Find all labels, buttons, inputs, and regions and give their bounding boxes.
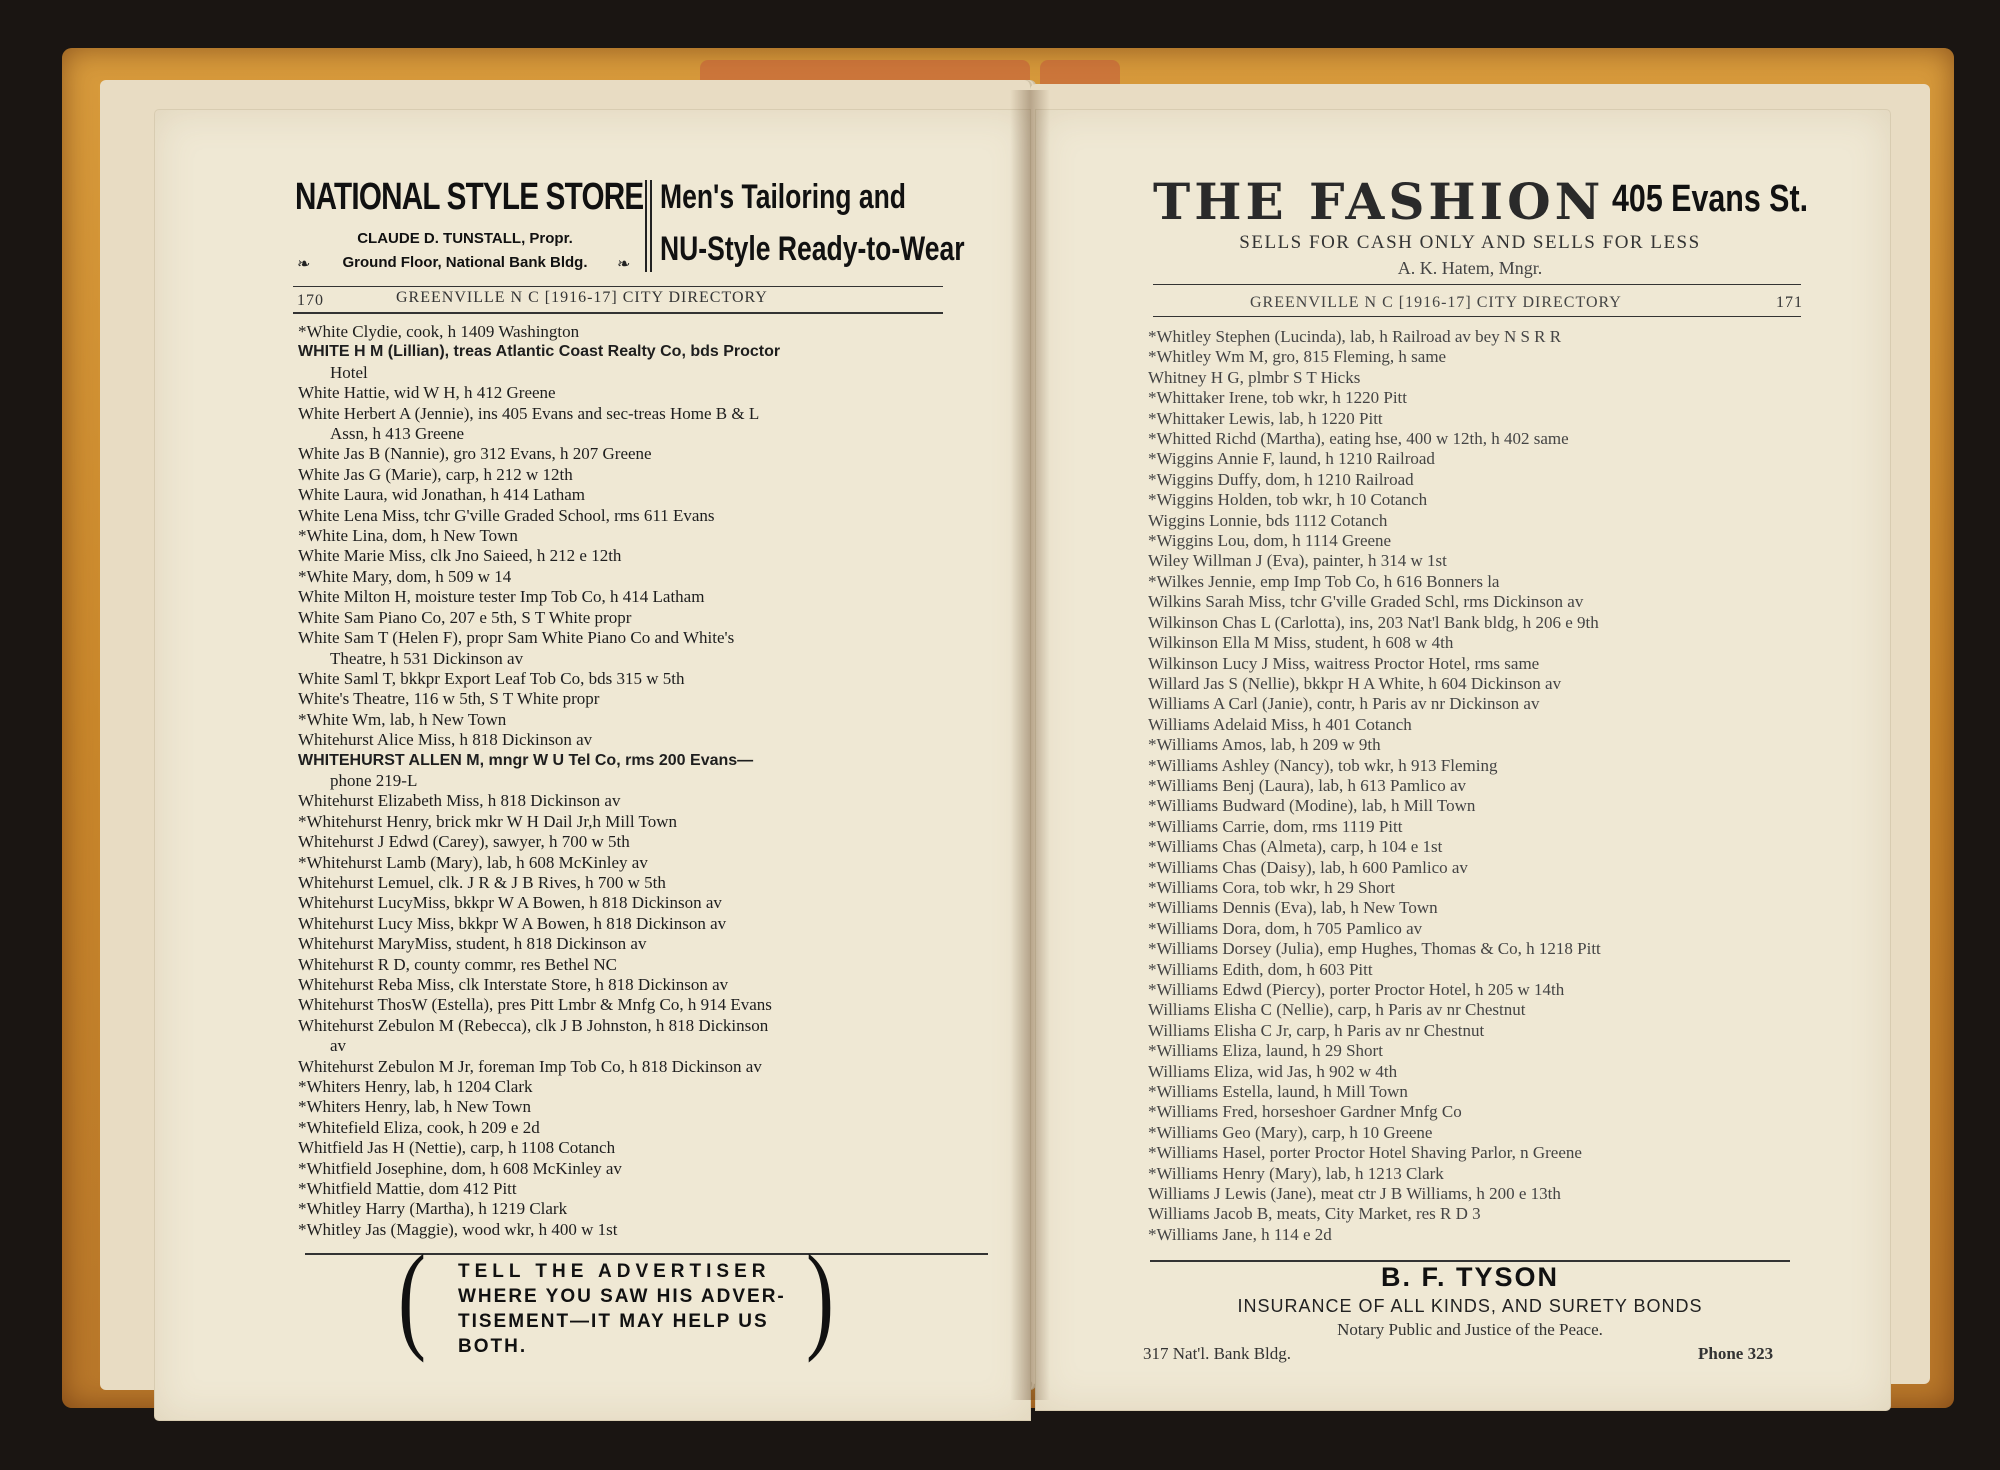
directory-entry: *Williams Edith, dom, h 603 Pitt — [1148, 959, 1373, 979]
ad-divider — [650, 180, 652, 272]
directory-entry: White Jas G (Marie), carp, h 212 w 12th — [298, 464, 573, 484]
directory-entry: Wilkins Sarah Miss, tchr G'ville Graded Schl, rms Dickinson av — [1148, 592, 1584, 612]
leaf-ornament-left: ❧ — [297, 256, 311, 273]
directory-entry: White Milton H, moisture tester Imp Tob Co, h 414 Latham — [298, 587, 705, 607]
header-rule-right — [1153, 316, 1801, 317]
the-fashion-name: THE FASHION — [1153, 172, 1605, 231]
tyson-address: 317 Nat'l. Bank Bldg. — [1143, 1344, 1292, 1363]
tell-line-2: WHERE YOU SAW HIS ADVER- — [458, 1286, 786, 1307]
directory-entry: White's Theatre, 116 w 5th, S T White propr — [298, 689, 600, 709]
directory-entry: WHITE H M (Lillian), treas Atlantic Coast Realty Co, bds Proctor — [298, 343, 781, 361]
directory-entry: *Wiggins Holden, tob wkr, h 10 Cotanch — [1148, 490, 1428, 510]
page-number-left: 170 — [297, 292, 324, 309]
directory-entry: Williams Eliza, wid Jas, h 902 w 4th — [1148, 1061, 1398, 1081]
directory-entry: Whitehurst R D, county commr, res Bethel NC — [298, 954, 617, 974]
directory-entry: Whitney H G, plmbr S T Hicks — [1148, 367, 1361, 387]
directory-listing-left — [298, 322, 780, 1240]
directory-entry: *Williams Dora, dom, h 705 Pamlico av — [1148, 918, 1423, 938]
directory-listing-right — [1148, 327, 1601, 1245]
tyson-services: INSURANCE OF ALL KINDS, AND SURETY BONDS — [1237, 1296, 1703, 1316]
directory-entry: Williams Adelaid Miss, h 401 Cotanch — [1148, 714, 1412, 734]
directory-entry: Whitehurst MaryMiss, student, h 818 Dickinson av — [298, 934, 647, 954]
directory-entry: *Williams Henry (Mary), lab, h 1213 Clark — [1148, 1163, 1444, 1183]
directory-entry: Whitehurst Lucy Miss, bkkpr W A Bowen, h 818 Dickinson av — [298, 913, 727, 933]
directory-entry: *Wiggins Lou, dom, h 1114 Greene — [1148, 531, 1392, 551]
directory-entry: White Hattie, wid W H, h 412 Greene — [298, 383, 556, 403]
directory-entry: *Williams Dennis (Eva), lab, h New Town — [1148, 898, 1438, 918]
directory-entry: *Williams Carrie, dom, rms 1119 Pitt — [1148, 816, 1403, 836]
directory-entry: Whitehurst LucyMiss, bkkpr W A Bowen, h 818 Dickinson av — [298, 893, 722, 913]
running-head-right: GREENVILLE N C [1916-17] CITY DIRECTORY — [1250, 294, 1622, 311]
directory-entry: Whitehurst Alice Miss, h 818 Dickinson av — [298, 730, 593, 750]
directory-entry: White Jas B (Nannie), gro 312 Evans, h 207 Greene — [298, 444, 652, 464]
directory-entry: Williams A Carl (Janie), contr, h Paris av nr Dickinson av — [1148, 694, 1540, 714]
tell-advertiser-notice — [397, 1230, 870, 1365]
open-paren: ( — [397, 1230, 426, 1363]
directory-entry: *Williams Ashley (Nancy), tob wkr, h 913 Fleming — [1148, 755, 1498, 775]
directory-entry: White Saml T, bkkpr Export Leaf Tob Co, bds 315 w 5th — [298, 668, 685, 688]
ad-divider — [645, 180, 647, 272]
store-location: Ground Floor, National Bank Bldg. — [342, 254, 588, 271]
directory-entry: Williams Elisha C (Nellie), carp, h Paris av nr Chestnut — [1148, 1000, 1526, 1020]
directory-entry: Assn, h 413 Greene — [330, 424, 465, 444]
the-fashion-address: 405 Evans St. — [1612, 178, 1809, 220]
directory-entry: *Williams Geo (Mary), carp, h 10 Greene — [1148, 1122, 1433, 1142]
directory-entry: White Sam T (Helen F), propr Sam White Piano Co and White's — [298, 628, 735, 648]
tailoring-line-2: NU-Style Ready-to-Wear — [660, 230, 965, 268]
directory-entry: *Whitley Jas (Maggie), wood wkr, h 400 w 1st — [298, 1219, 618, 1239]
directory-entry: *Whitehurst Lamb (Mary), lab, h 608 McKinley av — [298, 852, 648, 872]
directory-entry: *Whitfield Mattie, dom 412 Pitt — [298, 1179, 517, 1199]
tyson-name: B. F. TYSON — [1380, 1262, 1559, 1292]
directory-entry: White Laura, wid Jonathan, h 414 Latham — [298, 485, 586, 505]
directory-entry: *Williams Budward (Modine), lab, h Mill Town — [1148, 796, 1476, 816]
directory-entry: *White Mary, dom, h 509 w 14 — [298, 566, 512, 586]
directory-entry: *Williams Amos, lab, h 209 w 9th — [1148, 735, 1381, 755]
directory-entry: White Herbert A (Jennie), ins 405 Evans and sec-treas Home B & L — [298, 403, 760, 423]
directory-entry: Wilkinson Lucy J Miss, waitress Proctor Hotel, rms same — [1148, 653, 1540, 673]
header-rule-left — [293, 286, 943, 287]
directory-entry: *Williams Cora, tob wkr, h 29 Short — [1148, 877, 1396, 897]
tyson-phone: Phone 323 — [1698, 1344, 1774, 1363]
directory-entry: Hotel — [330, 362, 368, 382]
directory-entry: *Whitley Harry (Martha), h 1219 Clark — [298, 1199, 568, 1219]
directory-entry: *Whitehurst Henry, brick mkr W H Dail Jr,h Mill Town — [298, 811, 678, 831]
directory-entry: Theatre, h 531 Dickinson av — [330, 648, 524, 668]
tell-line-1: TELL THE ADVERTISER — [458, 1261, 771, 1282]
tailoring-line-1: Men's Tailoring and — [660, 178, 906, 216]
directory-entry: *Wilkes Jennie, emp Imp Tob Co, h 616 Bonners la — [1148, 571, 1500, 591]
directory-entry: *Williams Jane, h 114 e 2d — [1148, 1224, 1332, 1244]
directory-entry: Whitfield Jas H (Nettie), carp, h 1108 Cotanch — [298, 1138, 616, 1158]
directory-entry: *Williams Eliza, laund, h 29 Short — [1148, 1041, 1383, 1061]
directory-entry: *Wiggins Duffy, dom, h 1210 Railroad — [1148, 469, 1414, 489]
directory-entry: *Whittaker Irene, tob wkr, h 1220 Pitt — [1148, 388, 1407, 408]
tell-line-3: TISEMENT—IT MAY HELP US — [458, 1311, 769, 1332]
directory-entry: *Whitley Wm M, gro, 815 Fleming, h same — [1148, 347, 1447, 367]
directory-entry: Whitehurst Lemuel, clk. J R & J B Rives, h 700 w 5th — [298, 872, 666, 892]
directory-entry: Williams J Lewis (Jane), meat ctr J B Williams, h 200 e 13th — [1148, 1184, 1561, 1204]
directory-entry: Wilkinson Chas L (Carlotta), ins, 203 Nat'l Bank bldg, h 206 e 9th — [1148, 612, 1599, 632]
directory-entry: Wiley Willman J (Eva), painter, h 314 w 1st — [1148, 551, 1447, 571]
directory-entry: *Williams Edwd (Piercy), porter Proctor Hotel, h 205 w 14th — [1148, 980, 1565, 999]
directory-entry: *Whiters Henry, lab, h New Town — [298, 1097, 531, 1117]
proprietor: CLAUDE D. TUNSTALL, Propr. — [357, 230, 573, 247]
directory-entry: av — [330, 1036, 347, 1056]
header-rule-right — [1153, 284, 1801, 285]
directory-entry: *White Wm, lab, h New Town — [298, 709, 507, 729]
tyson-notary: Notary Public and Justice of the Peace. — [1337, 1320, 1603, 1339]
national-style-store-ad — [295, 176, 965, 281]
directory-entry: *Williams Estella, laund, h Mill Town — [1148, 1082, 1408, 1102]
page-number-right: 171 — [1776, 294, 1803, 311]
directory-entry: *Whiters Henry, lab, h 1204 Clark — [298, 1077, 533, 1097]
book-gutter — [1010, 90, 1050, 1400]
running-head-left: GREENVILLE N C [1916-17] CITY DIRECTORY — [396, 289, 768, 306]
directory-entry: White Sam Piano Co, 207 e 5th, S T White propr — [298, 607, 632, 627]
directory-entry: Whitehurst ThosW (Estella), pres Pitt Lmbr & Mnfg Co, h 914 Evans — [298, 995, 772, 1015]
directory-entry: *Williams Chas (Daisy), lab, h 600 Pamlico av — [1148, 857, 1468, 877]
directory-entry: Wiggins Lonnie, bds 1112 Cotanch — [1148, 510, 1388, 530]
directory-entry: *Williams Benj (Laura), lab, h 613 Pamlico av — [1148, 775, 1466, 795]
tell-text — [458, 1259, 828, 1359]
directory-entry: *Williams Dorsey (Julia), emp Hughes, Thomas & Co, h 1218 Pitt — [1148, 939, 1601, 959]
directory-entry: White Lena Miss, tchr G'ville Graded School, rms 611 Evans — [298, 505, 715, 525]
directory-entry: White Marie Miss, clk Jno Saieed, h 212 e 12th — [298, 546, 622, 566]
directory-entry: *White Lina, dom, h New Town — [298, 526, 518, 546]
directory-entry: *White Clydie, cook, h 1409 Washington — [298, 322, 580, 341]
directory-entry: phone 219-L — [330, 770, 418, 790]
leaf-ornament-right: ❧ — [617, 256, 631, 273]
directory-entry: Williams Jacob B, meats, City Market, res R D 3 — [1148, 1204, 1481, 1224]
directory-entry: *Williams Hasel, porter Proctor Hotel Shaving Parlor, n Greene — [1148, 1143, 1582, 1163]
directory-entry: *Whitted Richd (Martha), eating hse, 400 w 12th, h 402 same — [1148, 429, 1569, 449]
directory-entry: *Wiggins Annie F, laund, h 1210 Railroad — [1148, 449, 1435, 469]
directory-entry: Williams Elisha C Jr, carp, h Paris av nr Chestnut — [1148, 1020, 1485, 1040]
the-fashion-tagline: SELLS FOR CASH ONLY AND SELLS FOR LESS — [1239, 232, 1701, 253]
directory-entry: *Williams Fred, horseshoer Gardner Mnfg Co — [1148, 1102, 1462, 1122]
directory-entry: Wilkinson Ella M Miss, student, h 608 w 4th — [1148, 633, 1454, 653]
directory-entry: *Whitley Stephen (Lucinda), lab, h Railroad av bey N S R R — [1148, 327, 1562, 346]
directory-entry: WHITEHURST ALLEN M, mngr W U Tel Co, rms 200 Evans— — [298, 751, 754, 769]
directory-entry: *Whittaker Lewis, lab, h 1220 Pitt — [1148, 408, 1383, 428]
store-name: NATIONAL STYLE STORE — [295, 176, 644, 218]
directory-entry: *Whitfield Josephine, dom, h 608 McKinley av — [298, 1158, 622, 1178]
directory-entry: Whitehurst Zebulon M Jr, foreman Imp Tob Co, h 818 Dickinson av — [298, 1056, 762, 1076]
directory-entry: Whitehurst Zebulon M (Rebecca), clk J B Johnston, h 818 Dickinson — [298, 1015, 769, 1035]
directory-entry: Whitehurst Reba Miss, clk Interstate Store, h 818 Dickinson av — [298, 975, 729, 994]
directory-entry: Whitehurst Elizabeth Miss, h 818 Dickinson av — [298, 791, 621, 811]
directory-entry: Willard Jas S (Nellie), bkkpr H A White, h 604 Dickinson av — [1148, 673, 1562, 693]
the-fashion-manager: A. K. Hatem, Mngr. — [1397, 258, 1543, 278]
header-rule-left — [293, 312, 943, 314]
tell-line-4: BOTH. — [458, 1336, 528, 1357]
directory-entry: *Whitefield Eliza, cook, h 209 e 2d — [298, 1117, 540, 1137]
close-paren: ) — [805, 1230, 834, 1363]
directory-entry: Whitehurst J Edwd (Carey), sawyer, h 700 w 5th — [298, 832, 630, 852]
directory-entry: *Williams Chas (Almeta), carp, h 104 e 1st — [1148, 837, 1443, 857]
